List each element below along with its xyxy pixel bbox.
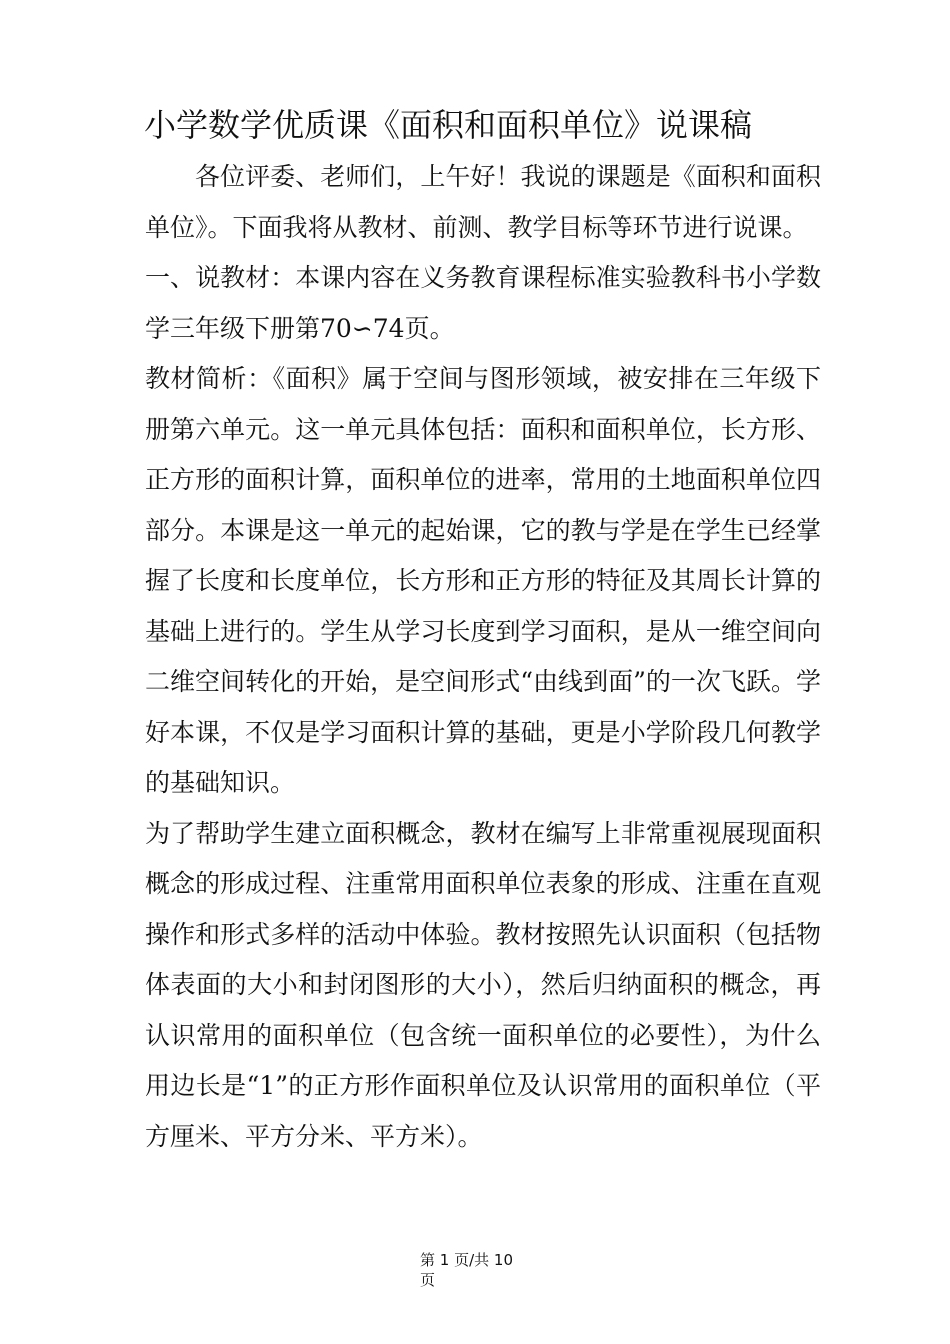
page-number-footer: 第 1 页/共 10 页 (420, 1251, 513, 1289)
document-body (145, 152, 821, 1162)
paragraph-concept-building: 为了帮助学生建立面积概念，教材在编写上非常重视展现面积概念的形成过程、注重常用面积单位表象的形成、注重在直观操作和形式多样的活动中体验。教材按照先认识面积（包括物体表面的大小和封闭图形的大小），然后归纳面积的概念，再认识常用的面积单位（包含统一面积单位的必要性），为什么用边长是“1”的正方形作面积单位及认识常用的面积单位（平方厘米、平方分米、平方米）。 (145, 818, 821, 1151)
paragraph-greeting: 各位评委、老师们，上午好！我说的课题是《面积和面积单位》。下面我将从教材、前测、教学目标等环节进行说课。 (145, 162, 821, 242)
paragraph-teaching-material: 一、说教材：本课内容在义务教育课程标准实验教科书小学数学三年级下册第70∽74页。 (145, 263, 821, 343)
document-title: 小学数学优质课《面积和面积单位》说课稿 (144, 106, 753, 144)
paragraph-material-analysis: 教材简析：《面积》属于空间与图形领域，被安排在三年级下册第六单元。这一单元具体包括：面积和面积单位，长方形、正方形的面积计算，面积单位的进率，常用的土地面积单位四部分。本课是这一单元的起始课，它的教与学是在学生已经掌握了长度和长度单位，长方形和正方形的特征及其周长计算的基础上进行的。学生从学习长度到学习面积，是从一维空间向二维空间转化的开始，是空间形式“由线到面”的一次飞跃。学好本课，不仅是学习面积计算的基础，更是小学阶段几何教学的基础知识。 (145, 364, 821, 797)
